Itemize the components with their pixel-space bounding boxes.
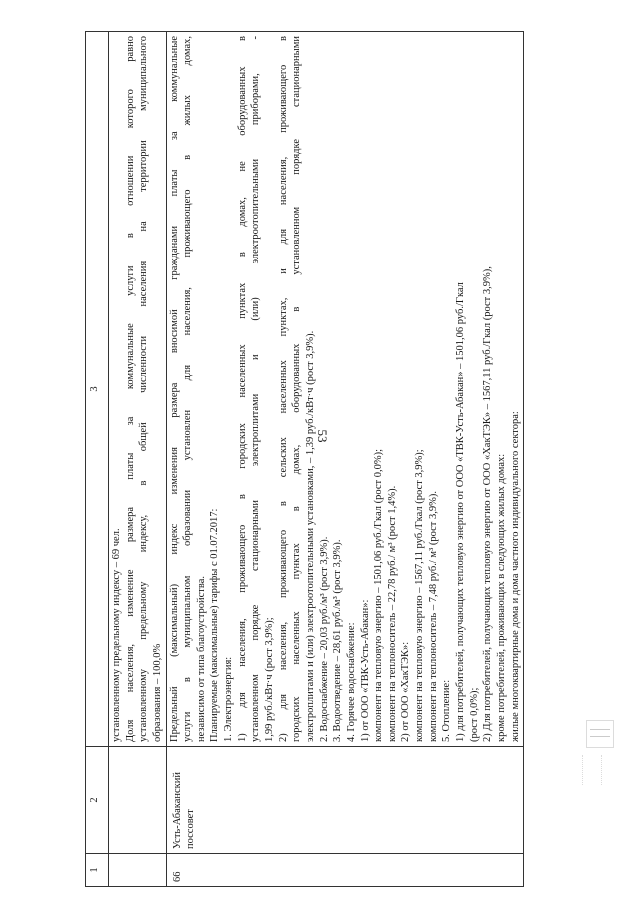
desc-line: компонент на теплоноситель – 7,48 руб./ м³ (рост 3,9%). (427, 491, 439, 742)
desc-line: городских населенных пунктах в домах, оборудованных в установленном порядке стационарными (291, 36, 303, 742)
desc-line: компонент на тепловую энергию – 1567,11 руб./Гкал (рост 3,9%); (414, 449, 426, 742)
col-header-3: 3 (86, 32, 109, 747)
desc-line: 2) от ООО «ХакТЭК»: (400, 641, 412, 742)
table-row (166, 32, 524, 887)
desc-line: 2. Водоснабжение – 20,03 руб./м³ (рост 3,9%). (318, 536, 330, 742)
desc-line: электроплитами и (или) электроотопительными установками, – 1,39 руб./кВт·ч (рост 3,9%). (304, 330, 316, 742)
desc-line: установленном порядке стационарными электроплитами и (или) электроотопительными приборами, - (250, 36, 262, 742)
rotated-page (85, 32, 585, 887)
tariff-description (166, 32, 524, 747)
col-header-1: 1 (86, 854, 109, 887)
row-number: 66 (166, 854, 524, 887)
desc-line: жилые многоквартирные дома и дома частного индивидуального сектора: (509, 411, 521, 742)
continuation-line: установленному предельному индексу, в общей численности населения на территории муниципального (138, 36, 150, 742)
desc-line: 1) для потребителей, получающих тепловую энергию от ООО «ТВК-Усть-Абакан» – 1501,06 руб./Гкал (455, 282, 467, 742)
continuation-line: Доля населения, изменение размера платы за коммунальные услуги в отношении которого равно (124, 36, 136, 742)
municipality-name: Усть-Абаканский поссовет (166, 747, 524, 854)
desc-line: кроме потребителей, проживающих в следующих жилых домах: (495, 453, 507, 742)
desc-line: независимо от типа благоустройства. (195, 575, 207, 742)
desc-line: 1) для населения, проживающего в городских населенных пунктах в домах, не оборудованных в (236, 36, 248, 742)
desc-line: услуги в муниципальном образовании установлен для населения, проживающего в жилых домах, (182, 36, 194, 742)
desc-line: 5. Отопление: (441, 679, 453, 742)
faint-scan-mark (582, 755, 602, 785)
desc-line: 4. Горячее водоснабжение: (345, 622, 357, 742)
page-number: 53 (315, 429, 330, 443)
continuation-line: установленному предельному индексу – 69 чел. (111, 528, 122, 742)
faint-stamp-mark (586, 720, 614, 748)
desc-line: (рост 0,0%); (468, 687, 480, 742)
desc-line: Планируемые (максимальные) тарифы с 01.07.2017: (209, 508, 221, 742)
desc-line: компонент на тепловую энергию – 1501,06 руб./Гкал (рост 0,0%); (373, 448, 385, 742)
desc-line: 1. Электроэнергия: (223, 656, 235, 742)
col-header-2: 2 (86, 747, 109, 854)
desc-line: 2) Для потребителей, получающих тепловую энергию от ООО «ХакТЭК» – 1567,11 руб./Гкал (рост 3,9%), (482, 266, 494, 742)
desc-line: компонент на теплоноситель – 22,78 руб./ м³ (рост 1,4%). (386, 485, 398, 742)
desc-line: 3. Водоотведение – 28,61 руб./м³ (рост 3,9%). (332, 539, 344, 742)
desc-line: 2) для населения, проживающего в сельских населенных пунктах, и для населения, проживающего в (277, 36, 289, 742)
desc-line: 1,99 руб./кВт·ч (рост 3,9%); (264, 617, 276, 742)
continuation-text (109, 32, 167, 747)
tariff-table (85, 31, 524, 887)
continuation-line: образования – 100,0% (151, 643, 163, 742)
header-row (86, 32, 109, 887)
desc-line: 1) от ООО «ТВК-Усть-Абакан»: (359, 599, 371, 742)
continuation-row (109, 32, 167, 887)
desc-line: Предельный (максимальный) индекс изменения размера вносимой гражданами платы за коммунальные (168, 36, 180, 742)
